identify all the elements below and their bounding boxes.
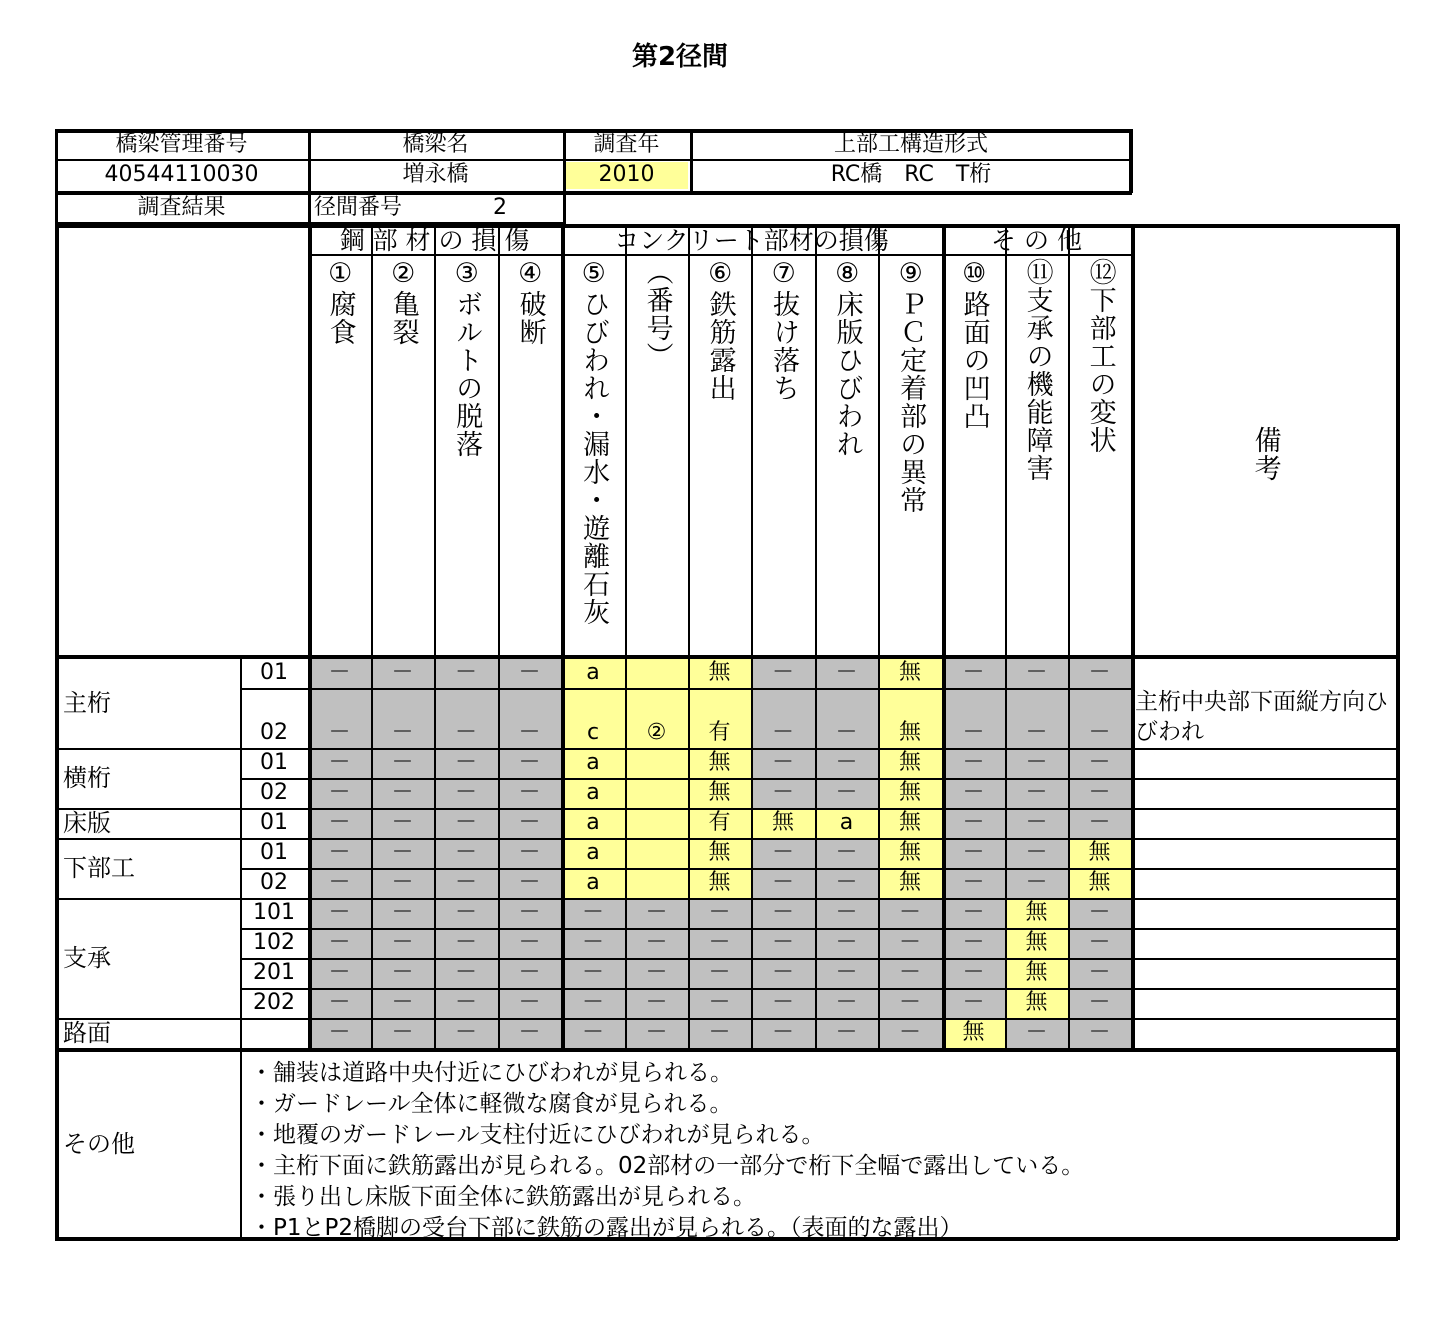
damage-cell: － — [328, 840, 351, 865]
damage-cell: a — [586, 780, 600, 805]
damage-cell: － — [518, 960, 541, 985]
damage-cell: － — [645, 960, 668, 985]
damage-cell: － — [328, 750, 351, 775]
damage-cell: － — [581, 1020, 604, 1045]
column-header: （番号） — [641, 258, 673, 370]
damage-cell: － — [1088, 960, 1111, 985]
damage-cell: － — [518, 720, 541, 745]
damage-cell: a — [586, 810, 600, 835]
header-label: 調査年 — [593, 132, 660, 157]
damage-cell: 無 — [1088, 870, 1111, 895]
damage-cell: － — [771, 870, 794, 895]
damage-cell: － — [391, 960, 414, 985]
other-note: ・張り出し床版下面全体に鉄筋露出が見られる。 — [250, 1184, 756, 1210]
damage-cell: － — [898, 990, 921, 1015]
damage-cell: － — [898, 900, 921, 925]
damage-cell: － — [962, 720, 985, 745]
damage-cell: － — [1025, 840, 1048, 865]
table-line — [1131, 808, 1398, 810]
damage-cell: － — [771, 750, 794, 775]
page-title: 第2径間 — [631, 42, 729, 72]
member-label: 下部工 — [63, 854, 135, 882]
damage-cell: － — [962, 660, 985, 685]
row-number: 01 — [260, 840, 288, 865]
damage-cell: － — [454, 930, 477, 955]
damage-cell: 無 — [708, 780, 731, 805]
damage-cell — [625, 808, 688, 838]
damage-cell: － — [454, 660, 477, 685]
other-note: ・主桁下面に鉄筋露出が見られる。02部材の一部分で桁下全幅で露出している。 — [250, 1153, 1085, 1179]
damage-cell: － — [962, 750, 985, 775]
table-line — [1131, 988, 1398, 990]
damage-cell: － — [771, 780, 794, 805]
damage-cell: ② — [646, 720, 667, 745]
other-note: ・地覆のガードレール支柱付近にひびわれが見られる。 — [250, 1122, 825, 1148]
table-line — [1131, 958, 1398, 960]
damage-cell: a — [586, 870, 600, 895]
damage-cell: 無 — [1025, 930, 1048, 955]
damage-cell: － — [518, 840, 541, 865]
damage-cell: － — [835, 780, 858, 805]
remarks-header: 備考 — [1249, 426, 1281, 482]
damage-cell: － — [518, 810, 541, 835]
damage-cell: － — [962, 810, 985, 835]
other-note: ・舗装は道路中央付近にひびわれが見られる。 — [250, 1060, 733, 1086]
damage-cell: － — [518, 990, 541, 1015]
damage-cell: － — [518, 900, 541, 925]
damage-cell: － — [1088, 750, 1111, 775]
damage-cell: － — [771, 1020, 794, 1045]
column-header: ⑫下部工の変状 — [1084, 258, 1116, 454]
header-value: RC橋 RC T桁 — [830, 162, 992, 187]
damage-cell: － — [645, 1020, 668, 1045]
damage-cell: － — [454, 870, 477, 895]
damage-cell: － — [962, 900, 985, 925]
column-header: ①腐食 — [324, 258, 356, 346]
damage-cell: 無 — [898, 810, 921, 835]
damage-cell: － — [1025, 870, 1048, 895]
header-label: 上部工構造形式 — [833, 132, 988, 157]
damage-cell: 無 — [708, 750, 731, 775]
header-label: 橋梁管理番号 — [115, 132, 248, 157]
damage-cell: － — [645, 930, 668, 955]
group-steel: 鋼 部 材 の 損 傷 — [339, 225, 530, 255]
damage-cell: a — [586, 660, 600, 685]
other-note: ・P1とP2橋脚の受台下部に鉄筋の露出が見られる。（表面的な露出） — [250, 1215, 963, 1241]
group-concrete: コンクリート部材の損傷 — [614, 225, 889, 255]
span-number-value: 2 — [493, 194, 507, 220]
damage-cell: － — [835, 1020, 858, 1045]
damage-cell: － — [391, 840, 414, 865]
damage-cell: － — [518, 660, 541, 685]
damage-cell: － — [391, 750, 414, 775]
damage-cell: 無 — [898, 720, 921, 745]
damage-cell: － — [391, 930, 414, 955]
damage-cell: 無 — [708, 660, 731, 685]
column-header: ⑤ひびわれ・漏水・遊離石灰 — [578, 258, 610, 626]
damage-cell: － — [518, 1020, 541, 1045]
row-number: 01 — [260, 750, 288, 775]
column-header: ③ボルトの脱落 — [451, 258, 483, 458]
damage-cell: － — [771, 990, 794, 1015]
damage-cell: 無 — [1025, 990, 1048, 1015]
damage-cell: － — [835, 930, 858, 955]
row-number: 01 — [260, 810, 288, 835]
damage-cell: － — [771, 930, 794, 955]
other-label: その他 — [63, 1130, 135, 1158]
damage-cell: － — [835, 900, 858, 925]
damage-cell: － — [835, 870, 858, 895]
damage-cell: － — [391, 870, 414, 895]
damage-cell: － — [328, 810, 351, 835]
header-label: 橋梁名 — [402, 132, 469, 157]
column-header: ⑧床版ひびわれ — [831, 258, 863, 458]
damage-cell: 無 — [1088, 840, 1111, 865]
member-label: 床版 — [63, 809, 111, 837]
damage-cell: － — [328, 780, 351, 805]
damage-cell: a — [839, 810, 854, 835]
damage-cell: － — [391, 780, 414, 805]
row-number: 02 — [260, 780, 288, 805]
damage-cell: － — [328, 990, 351, 1015]
damage-cell: － — [454, 990, 477, 1015]
damage-cell: － — [645, 990, 668, 1015]
damage-cell: 無 — [708, 840, 731, 865]
damage-cell: － — [391, 660, 414, 685]
column-header: ②亀裂 — [387, 258, 419, 346]
damage-cell: － — [454, 840, 477, 865]
damage-cell: － — [328, 930, 351, 955]
damage-cell: － — [391, 810, 414, 835]
damage-cell: － — [708, 960, 731, 985]
damage-cell: － — [708, 990, 731, 1015]
table-line — [563, 191, 566, 224]
damage-cell — [625, 868, 688, 898]
column-header: ⑨ＰＣ定着部の異常 — [895, 258, 927, 514]
damage-cell: a — [586, 750, 600, 775]
damage-cell — [625, 838, 688, 868]
column-header: ⑪支承の機能障害 — [1021, 258, 1053, 482]
damage-cell: － — [328, 660, 351, 685]
damage-cell: － — [454, 900, 477, 925]
damage-cell: － — [391, 990, 414, 1015]
damage-cell: － — [328, 960, 351, 985]
header-value: 増永橋 — [402, 162, 469, 187]
table-line — [55, 1048, 1398, 1052]
damage-cell: － — [835, 840, 858, 865]
damage-cell: 有 — [708, 810, 731, 835]
damage-cell: － — [454, 750, 477, 775]
table-line — [240, 688, 1131, 690]
damage-cell: － — [454, 720, 477, 745]
damage-cell: － — [518, 750, 541, 775]
damage-cell: － — [328, 720, 351, 745]
damage-cell: － — [1025, 1020, 1048, 1045]
damage-cell: － — [771, 720, 794, 745]
damage-cell: － — [1088, 930, 1111, 955]
row-number: 01 — [260, 660, 288, 685]
damage-cell: 無 — [898, 870, 921, 895]
other-note: ・ガードレール全体に軽微な腐食が見られる。 — [250, 1091, 733, 1117]
damage-cell — [625, 658, 688, 688]
table-line — [1131, 868, 1398, 870]
row-number: 02 — [260, 720, 288, 745]
table-line — [1131, 748, 1398, 750]
damage-cell: － — [581, 990, 604, 1015]
damage-cell: － — [454, 1020, 477, 1045]
remark-text: 主桁中央部下面縦方向ひびわれ — [1135, 689, 1388, 745]
damage-cell: 無 — [898, 660, 921, 685]
damage-cell: － — [898, 1020, 921, 1045]
damage-cell: － — [518, 780, 541, 805]
table-line — [1131, 838, 1398, 840]
table-line — [1131, 928, 1398, 930]
damage-cell: － — [1088, 990, 1111, 1015]
row-number: 02 — [260, 870, 288, 895]
row-number: 202 — [253, 990, 295, 1015]
damage-cell: － — [771, 660, 794, 685]
damage-cell — [625, 778, 688, 808]
column-header: ⑥鉄筋露出 — [704, 258, 736, 402]
group-other: そ の 他 — [991, 225, 1082, 255]
table-line — [1131, 898, 1398, 900]
damage-cell: 無 — [898, 840, 921, 865]
header-value: 2010 — [598, 162, 655, 187]
damage-cell: － — [1025, 660, 1048, 685]
damage-cell: － — [1088, 900, 1111, 925]
damage-cell: － — [518, 930, 541, 955]
member-label: 路面 — [63, 1019, 111, 1047]
member-label: 支承 — [63, 944, 111, 972]
survey-result-label: 調査結果 — [137, 194, 226, 220]
damage-cell: － — [1025, 720, 1048, 745]
damage-cell — [625, 748, 688, 778]
damage-cell: － — [962, 840, 985, 865]
member-label: 横桁 — [63, 764, 111, 792]
damage-cell: 無 — [898, 780, 921, 805]
damage-cell: 無 — [898, 750, 921, 775]
column-header: ⑩路面の凹凸 — [958, 258, 990, 430]
damage-cell: － — [1025, 810, 1048, 835]
damage-cell: － — [835, 660, 858, 685]
member-label: 主桁 — [63, 689, 111, 717]
damage-cell: － — [454, 780, 477, 805]
header-value: 40544110030 — [104, 162, 259, 187]
damage-cell: － — [328, 870, 351, 895]
table-line — [1131, 778, 1398, 780]
damage-cell: － — [962, 930, 985, 955]
damage-cell: － — [1088, 660, 1111, 685]
damage-cell: a — [586, 840, 600, 865]
table-line — [1131, 1018, 1398, 1020]
damage-cell: － — [518, 870, 541, 895]
damage-cell: － — [962, 960, 985, 985]
damage-cell: － — [1088, 720, 1111, 745]
damage-cell: － — [771, 900, 794, 925]
damage-cell: c — [586, 720, 600, 745]
damage-cell: － — [962, 870, 985, 895]
damage-cell: － — [581, 900, 604, 925]
damage-cell: － — [835, 750, 858, 775]
damage-cell: － — [962, 780, 985, 805]
column-header: ⑦抜け落ち — [768, 258, 800, 402]
damage-cell: － — [898, 960, 921, 985]
damage-cell: － — [1025, 750, 1048, 775]
damage-cell: － — [1025, 780, 1048, 805]
damage-cell: 無 — [1025, 900, 1048, 925]
damage-cell: － — [645, 900, 668, 925]
damage-cell: － — [835, 990, 858, 1015]
damage-cell: 無 — [771, 810, 794, 835]
damage-cell: 無 — [1025, 960, 1048, 985]
damage-cell: 無 — [962, 1020, 985, 1045]
damage-cell: － — [771, 960, 794, 985]
damage-cell: 無 — [708, 870, 731, 895]
damage-cell: － — [391, 1020, 414, 1045]
row-number: 102 — [253, 930, 295, 955]
damage-cell: － — [708, 900, 731, 925]
damage-cell: － — [708, 930, 731, 955]
damage-cell: － — [1088, 810, 1111, 835]
span-number-label: 径間番号 — [314, 194, 403, 220]
column-header: ④破断 — [514, 258, 546, 346]
damage-cell: － — [391, 720, 414, 745]
damage-cell: － — [771, 840, 794, 865]
damage-cell: 有 — [708, 720, 731, 745]
damage-cell: － — [454, 810, 477, 835]
damage-cell: － — [328, 900, 351, 925]
damage-cell: － — [835, 720, 858, 745]
row-number: 101 — [253, 900, 295, 925]
damage-cell: － — [391, 900, 414, 925]
row-number: 201 — [253, 960, 295, 985]
row-number — [240, 1018, 308, 1048]
damage-cell: － — [708, 1020, 731, 1045]
damage-cell: － — [962, 990, 985, 1015]
damage-cell: － — [454, 960, 477, 985]
damage-cell: － — [328, 1020, 351, 1045]
damage-cell: － — [1088, 780, 1111, 805]
damage-cell: － — [581, 960, 604, 985]
damage-cell: － — [1088, 1020, 1111, 1045]
damage-cell: － — [898, 930, 921, 955]
damage-cell: － — [581, 930, 604, 955]
damage-cell: － — [835, 960, 858, 985]
